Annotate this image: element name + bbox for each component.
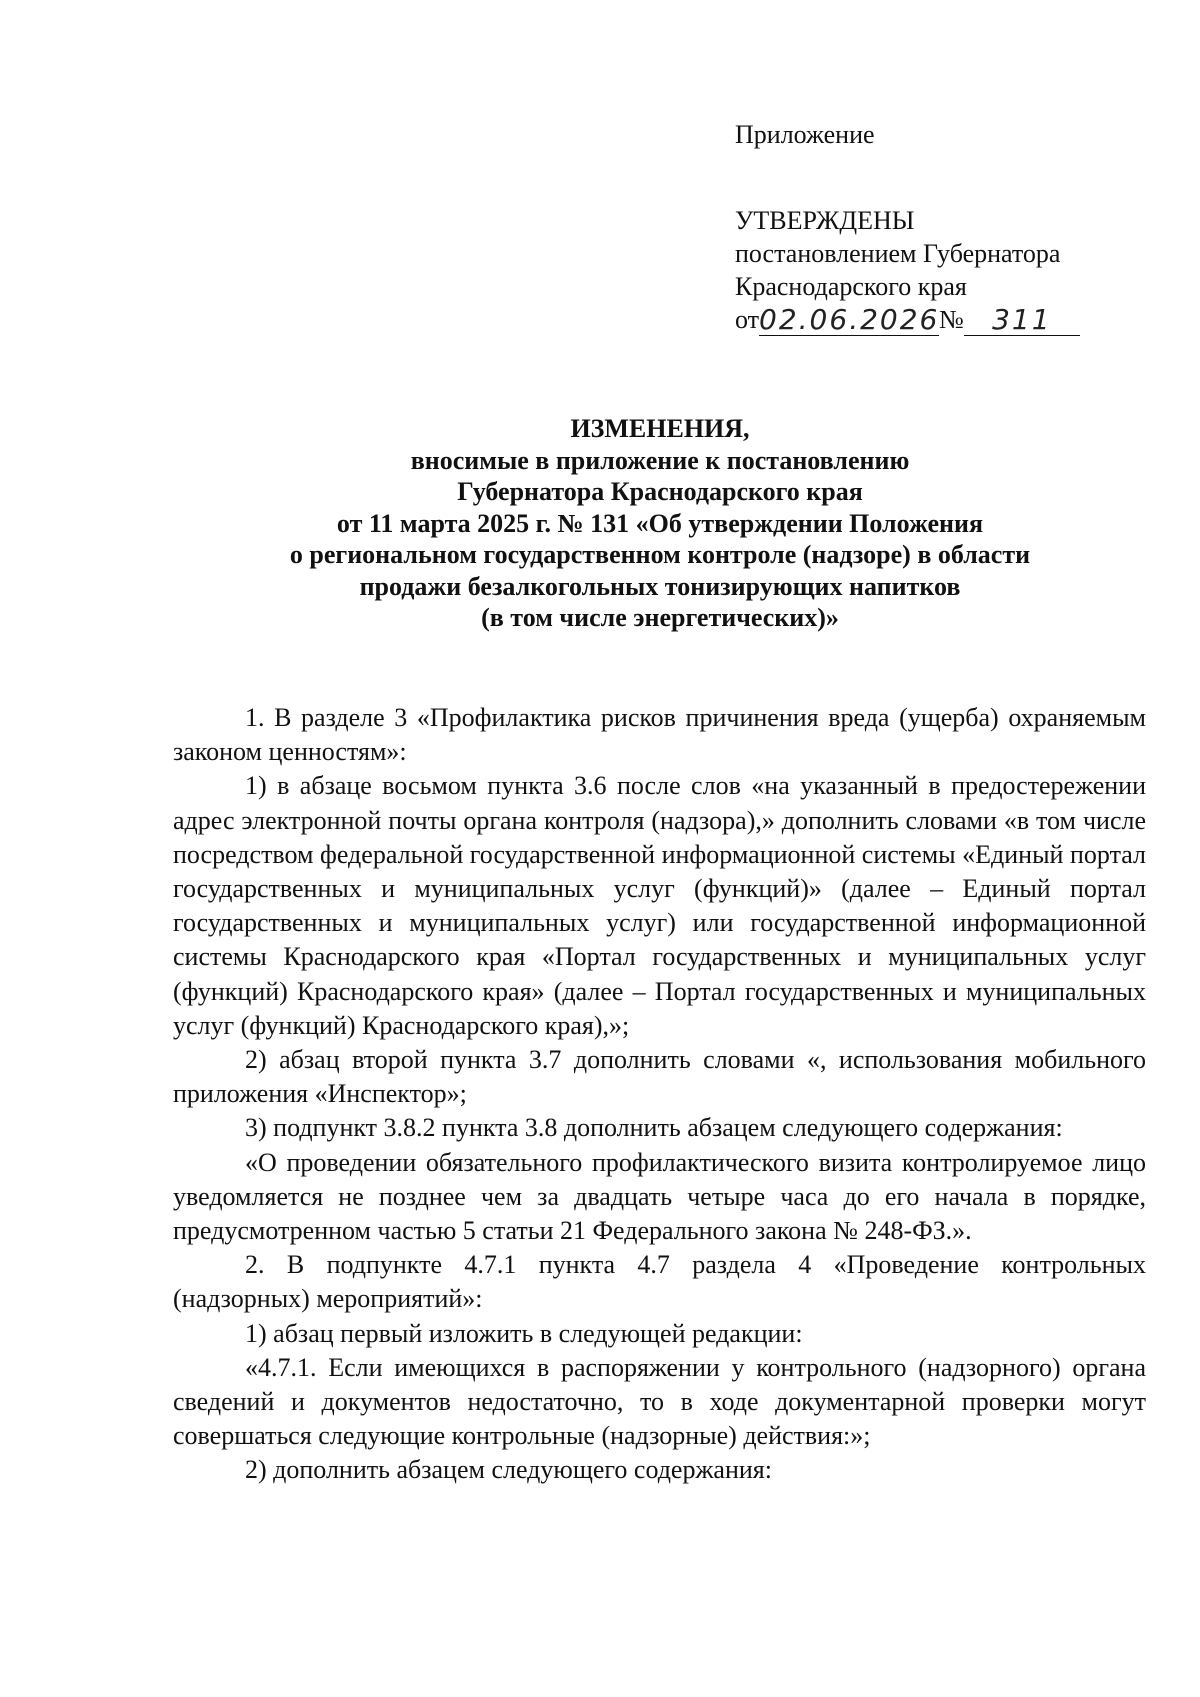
body-paragraph: 2) дополнить абзацем следующего содержания: [245, 1455, 772, 1485]
title-line: от 11 марта 2025 г. № 131 «Об утверждении Положения [336, 508, 984, 538]
body-paragraph: 2) абзац второй пункта 3.7 дополнить словами «, использования мобильного приложения «Инспектор»; [173, 1045, 1146, 1109]
body-paragraph: 3) подпункт 3.8.2 пункта 3.8 дополнить абзацем следующего содержания: [245, 1113, 1063, 1143]
title-line: ИЗМЕНЕНИЯ, [570, 414, 750, 443]
title-line: вносимые в приложение к постановлению [410, 445, 910, 475]
title-line: о региональном государственном контроле (надзоре) в области [289, 540, 1031, 569]
number-sign: № [939, 305, 964, 334]
body-paragraph: 2. В подпункте 4.7.1 пункта 4.7 раздела 4 «Проведение контрольных (надзорных) мероприятий»: [173, 1250, 1146, 1314]
document-body [173, 701, 1146, 1488]
body-paragraph: 1) в абзаце восьмом пункта 3.6 после слов «на указанный в предостережении адрес электронной почты органа контроля (надзора),» дополнить словами «в том числе посредством федеральной государственной информационной системы «Единый портал государственных и муниципальных услуг (функций)» (далее – Единый портал государственных и муниципальных услуг) или государственной информационной системы Краснодарского края «Портал государственных и муниципальных услуг (функций) Краснодарского края» (далее – Портал государственных и муниципальных услуг (функций) Краснодарского края),»; [173, 771, 1146, 1040]
date-prefix: от [735, 305, 760, 334]
handwritten-number: 311 [964, 305, 1080, 336]
approved-by-line: постановлением Губернатора [735, 239, 1061, 268]
document-title [170, 413, 1150, 634]
approved-region-line: Краснодарского края [735, 272, 967, 301]
approved-label: УТВЕРЖДЕНЫ [735, 206, 915, 235]
appendix-label: Приложение [735, 120, 875, 149]
resolution-date-row [735, 303, 1080, 336]
body-paragraph: «О проведении обязательного профилактического визита контролируемое лицо уведомляется не позднее чем за двадцать четыре часа до его начала в порядке, предусмотренном частью 5 статьи 21 Федерального закона № 248-ФЗ.». [173, 1147, 1146, 1246]
body-paragraph: «4.7.1. Если имеющихся в распоряжении у контрольного (надзорного) органа сведений и документов недостаточно, то в ходе документарной проверки могут совершаться следующие контрольные (надзорные) действия:»; [173, 1352, 1146, 1451]
body-paragraph: 1) абзац первый изложить в следующей редакции: [245, 1318, 803, 1348]
title-line: Губернатора Краснодарского края [457, 477, 863, 506]
body-paragraph: 1. В разделе 3 «Профилактика рисков причинения вреда (ущерба) охраняемым законом ценностям»: [173, 703, 1146, 767]
handwritten-date: 02.06.2026 [759, 303, 940, 336]
approval-stamp-block [735, 118, 1080, 336]
title-line: (в том числе энергетических)» [481, 603, 839, 632]
title-line: продажи безалкогольных тонизирующих напитков [359, 571, 961, 601]
